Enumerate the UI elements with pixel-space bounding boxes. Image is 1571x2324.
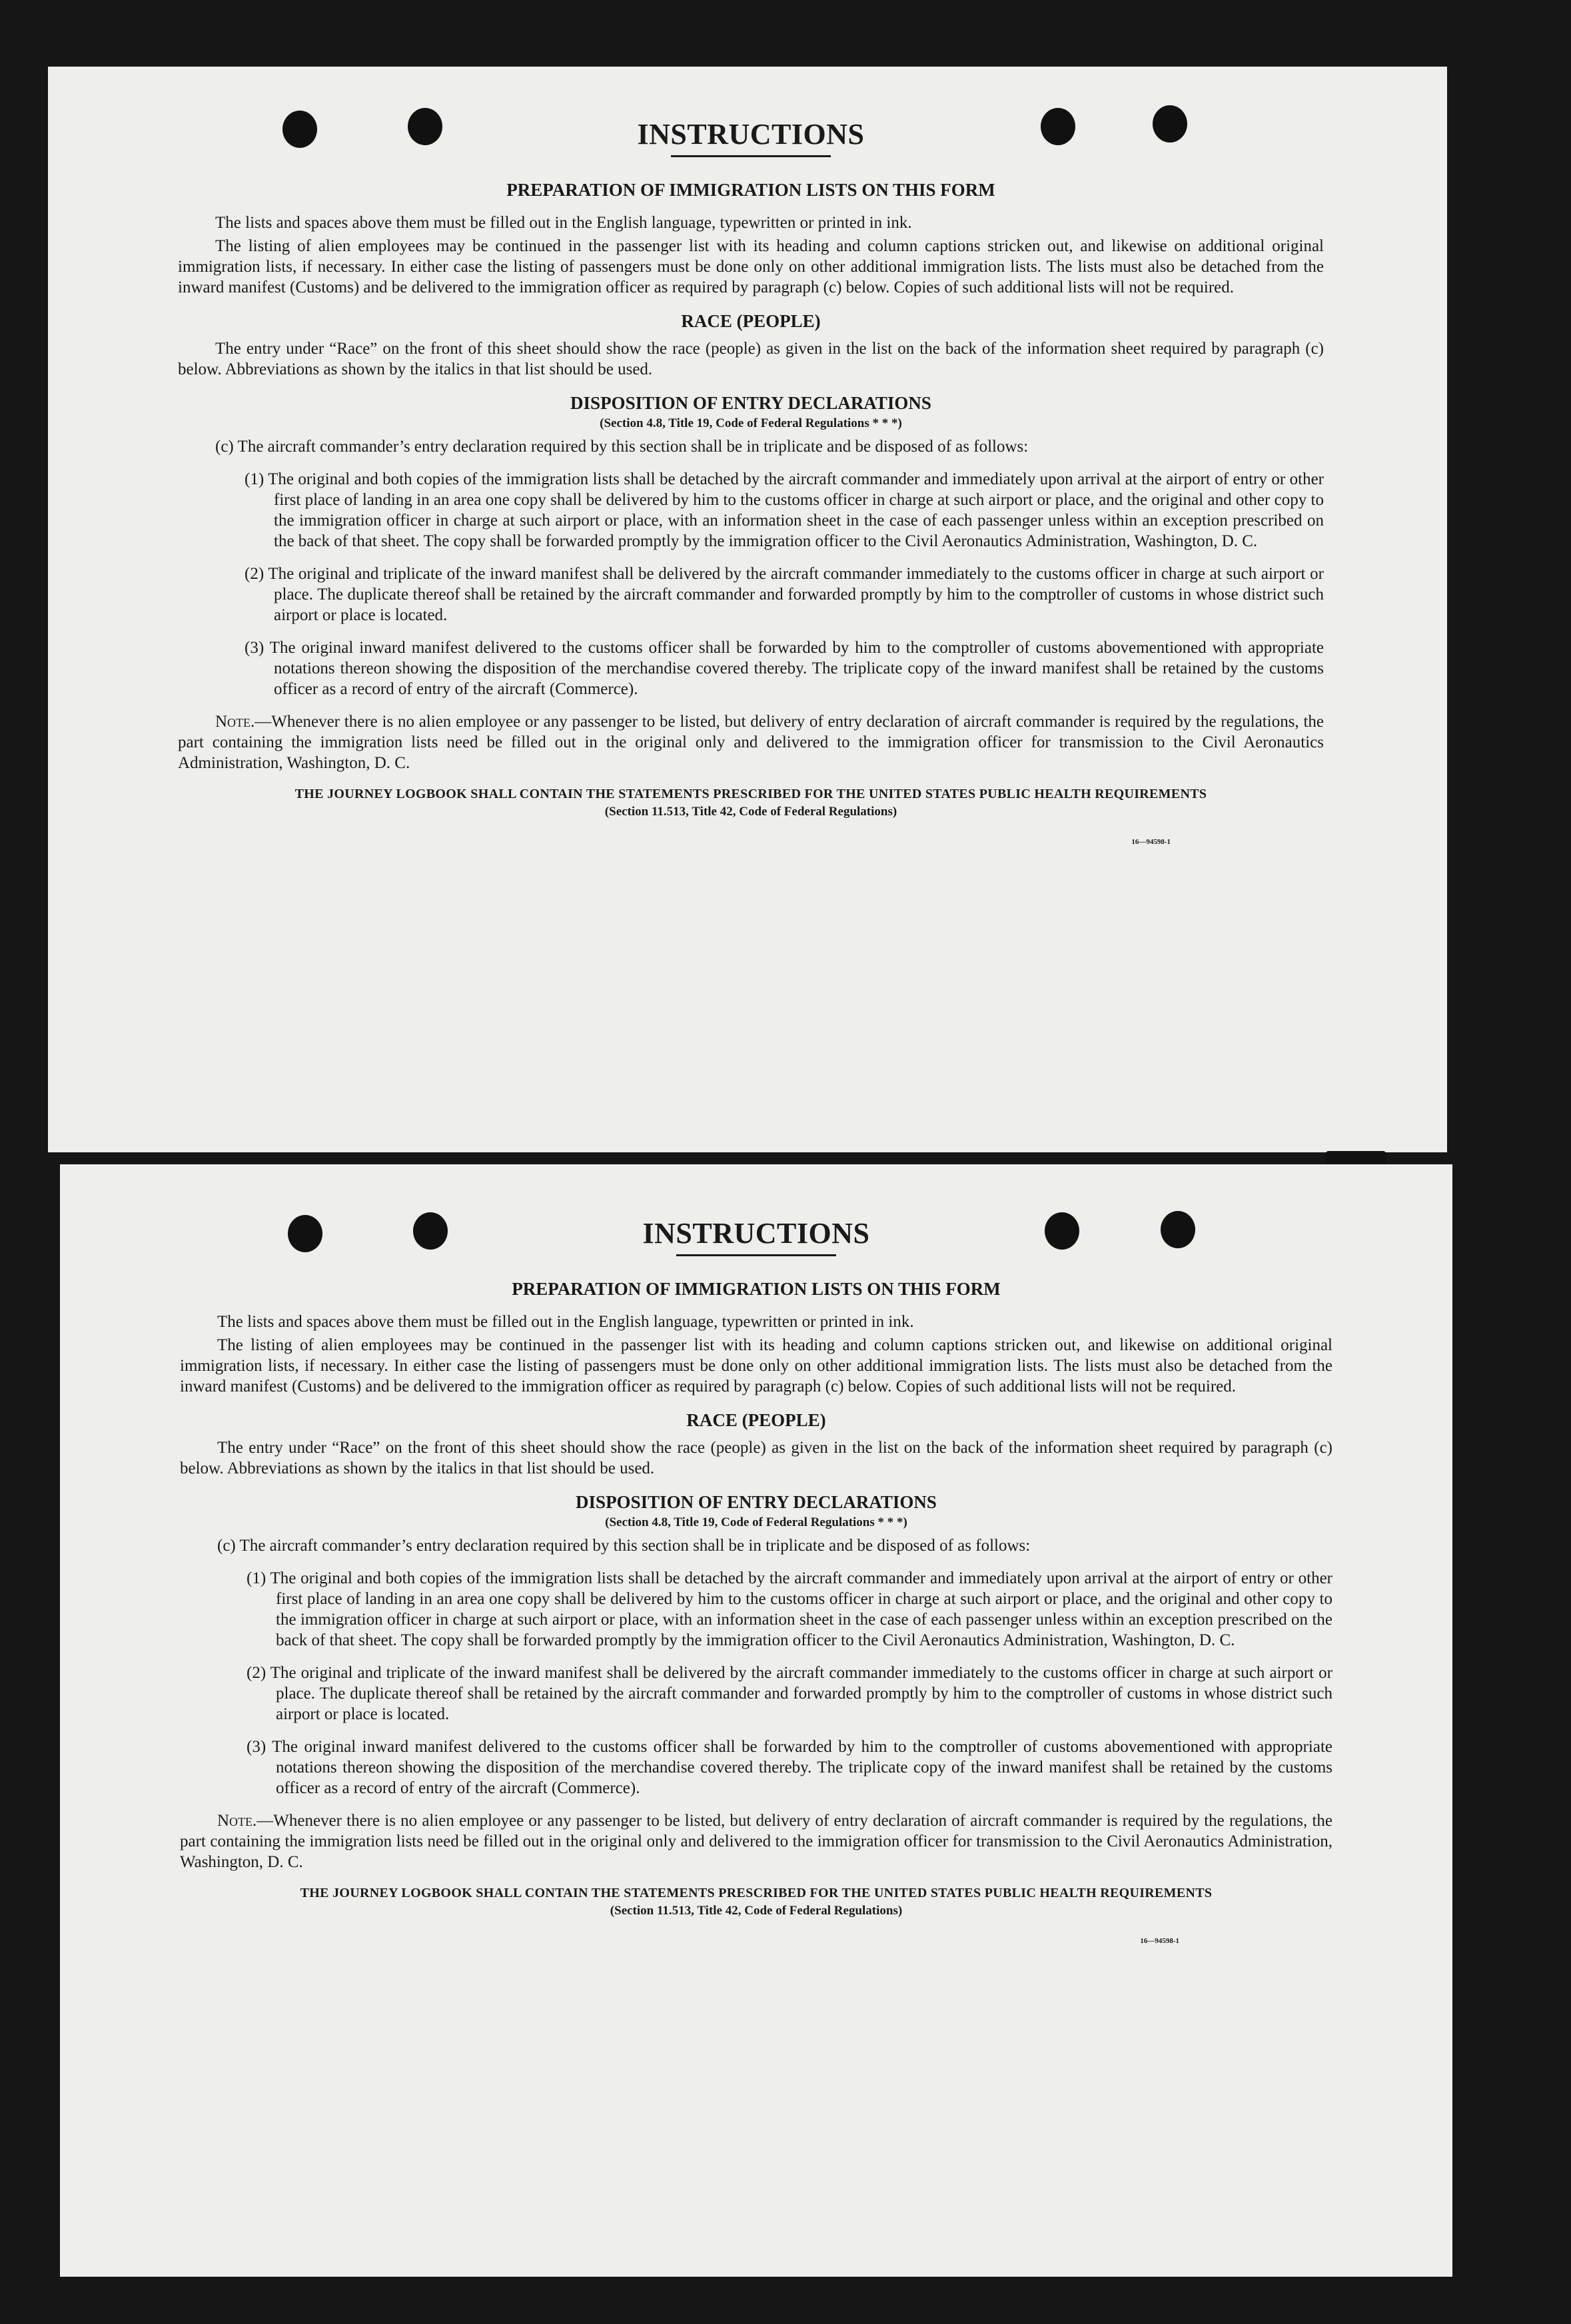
torn-edge-mark — [1326, 1151, 1386, 1166]
preparation-paragraph: The listing of alien employees may be continued in the passenger list with its heading and column captions stricken out, and likewise on additional original immigration lists, if necessary. In either case the listing of passengers must be done only on other additional immigration lists. The lists must also be detached from the inward manifest (Customs) and be delivered to the immigration officer as required by paragraph (c) below. Copies of such additional lists will not be required. — [180, 1336, 1332, 1395]
section-heading-race: RACE (PEOPLE) — [681, 311, 821, 331]
note-label: Note. — [217, 1812, 257, 1830]
instruction-sheet-bottom — [60, 1164, 1452, 2277]
footer-heading: THE JOURNEY LOGBOOK SHALL CONTAIN THE STATEMENTS PRESCRIBED FOR THE UNITED STATES PUBLIC HEALTH REQUIREMENTS — [300, 1886, 1213, 1900]
instruction-sheet-top — [48, 67, 1447, 1152]
page-title: INSTRUCTIONS — [642, 1217, 870, 1250]
sheet-content — [178, 116, 1324, 846]
section-heading-preparation: PREPARATION OF IMMIGRATION LISTS ON THIS FORM — [512, 1279, 1001, 1299]
note-label: Note. — [215, 713, 255, 731]
race-paragraph: The entry under “Race” on the front of this sheet should show the race (people) as given in the list on the back of the information sheet required by paragraph (c) below. Abbreviations as shown by the italics in that list should be used. — [178, 340, 1324, 378]
note-paragraph — [180, 1810, 1332, 1872]
preparation-paragraph: The listing of alien employees may be continued in the passenger list with its heading and column captions stricken out, and likewise on additional original immigration lists, if necessary. In either case the listing of passengers must be done only on other additional immigration lists. The lists must also be detached from the inward manifest (Customs) and be delivered to the immigration officer as required by paragraph (c) below. Copies of such additional lists will not be required. — [178, 237, 1324, 296]
disposition-citation: (Section 4.8, Title 19, Code of Federal Regulations * * *) — [605, 1515, 907, 1529]
footer-citation: (Section 11.513, Title 42, Code of Federal Regulations) — [610, 1904, 903, 1918]
note-text: —Whenever there is no alien employee or any passenger to be listed, but delivery of entry declaration of aircraft commander is required by the regulations, the part containing the immigration lists need be filled out in the original only and delivered to the immigration officer for transmission to the Civil Aeronautics Administration, Washington, D. C. — [178, 713, 1324, 772]
preparation-paragraph: The lists and spaces above them must be filled out in the English language, typewritten or printed in ink. — [217, 1313, 914, 1331]
section-heading-disposition: DISPOSITION OF ENTRY DECLARATIONS — [570, 393, 931, 413]
disposition-item: (2) The original and triplicate of the inward manifest shall be delivered by the aircraft commander immediately to the customs officer in charge at such airport or place. The duplicate thereof shall be retained by the aircraft commander and forwarded promptly by him to the comptroller of customs in whose district such airport or place is located. — [245, 565, 1324, 624]
section-heading-disposition: DISPOSITION OF ENTRY DECLARATIONS — [576, 1492, 937, 1512]
note-paragraph — [178, 711, 1324, 773]
form-number: 16—94598-1 — [1131, 838, 1171, 846]
preparation-paragraph: The lists and spaces above them must be filled out in the English language, typewritten or printed in ink. — [215, 214, 912, 232]
section-heading-race: RACE (PEOPLE) — [686, 1410, 826, 1430]
disposition-item: (1) The original and both copies of the immigration lists shall be detached by the aircraft commander and immediately upon arrival at the airport of entry or other first place of landing in an area one copy shall be delivered by him to the customs officer in charge at such airport or place, and the original and other copy to the immigration officer in charge at such airport or place, with an information sheet in the case of each passenger unless within an exception prescribed on the back of that sheet. The copy shall be forwarded promptly by the immigration officer to the Civil Aeronautics Administration, Washington, D. C. — [247, 1569, 1332, 1649]
disposition-item: (3) The original inward manifest delivered to the customs officer shall be forwarded by him to the comptroller of customs abovementioned with appropriate notations thereon showing the disposition of the merchandise covered thereby. The triplicate copy of the inward manifest shall be retained by the customs officer as a record of entry of the aircraft (Commerce). — [245, 639, 1324, 698]
page-title: INSTRUCTIONS — [637, 118, 865, 151]
disposition-item: (2) The original and triplicate of the inward manifest shall be delivered by the aircraft commander immediately to the customs officer in charge at such airport or place. The duplicate thereof shall be retained by the aircraft commander and forwarded promptly by him to the comptroller of customs in whose district such airport or place is located. — [247, 1664, 1332, 1723]
disposition-intro: (c) The aircraft commander’s entry declaration required by this section shall be in triplicate and be disposed of as follows: — [217, 1537, 1031, 1555]
form-number: 16—94598-1 — [1140, 1937, 1179, 1945]
title-underline — [676, 1254, 836, 1256]
title-underline — [671, 155, 831, 157]
disposition-item: (1) The original and both copies of the immigration lists shall be detached by the aircraft commander and immediately upon arrival at the airport of entry or other first place of landing in an area one copy shall be delivered by him to the customs officer in charge at such airport or place, and the original and other copy to the immigration officer in charge at such airport or place, with an information sheet in the case of each passenger unless within an exception prescribed on the back of that sheet. The copy shall be forwarded promptly by the immigration officer to the Civil Aeronautics Administration, Washington, D. C. — [245, 470, 1324, 550]
footer-heading: THE JOURNEY LOGBOOK SHALL CONTAIN THE STATEMENTS PRESCRIBED FOR THE UNITED STATES PUBLIC HEALTH REQUIREMENTS — [294, 787, 1207, 801]
footer-citation: (Section 11.513, Title 42, Code of Federal Regulations) — [604, 805, 897, 819]
sheet-content — [180, 1215, 1332, 1945]
disposition-intro: (c) The aircraft commander’s entry declaration required by this section shall be in triplicate and be disposed of as follows: — [215, 438, 1029, 456]
race-paragraph: The entry under “Race” on the front of this sheet should show the race (people) as given in the list on the back of the information sheet required by paragraph (c) below. Abbreviations as shown by the italics in that list should be used. — [180, 1439, 1332, 1477]
note-text: —Whenever there is no alien employee or any passenger to be listed, but delivery of entry declaration of aircraft commander is required by the regulations, the part containing the immigration lists need be filled out in the original only and delivered to the immigration officer for transmission to the Civil Aeronautics Administration, Washington, D. C. — [180, 1812, 1332, 1871]
disposition-item: (3) The original inward manifest delivered to the customs officer shall be forwarded by him to the comptroller of customs abovementioned with appropriate notations thereon showing the disposition of the merchandise covered thereby. The triplicate copy of the inward manifest shall be retained by the customs officer as a record of entry of the aircraft (Commerce). — [247, 1738, 1332, 1797]
disposition-citation: (Section 4.8, Title 19, Code of Federal Regulations * * *) — [600, 416, 902, 430]
section-heading-preparation: PREPARATION OF IMMIGRATION LISTS ON THIS FORM — [506, 180, 995, 200]
